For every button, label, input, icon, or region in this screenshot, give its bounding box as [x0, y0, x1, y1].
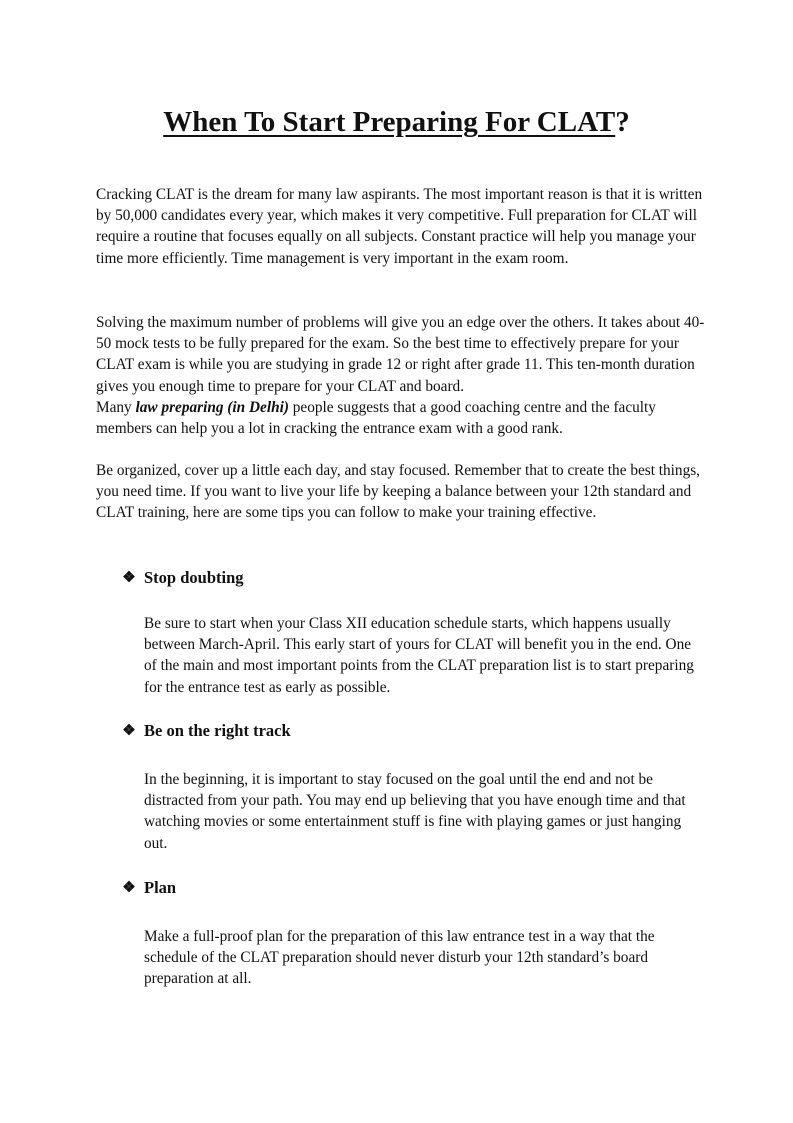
timing-paragraph [96, 312, 706, 439]
diamond-bullet-icon: ❖ [122, 723, 136, 739]
section-heading-right-track [120, 720, 291, 742]
coaching-text-end: people suggests that a good coaching centre and the faculty members can help you a lot in cracking the entrance exam with a good rank. [96, 398, 656, 438]
section-heading-text: Be on the right track [144, 721, 291, 740]
section-heading-stop-doubting [120, 567, 244, 589]
tips-intro-paragraph: Be organized, cover up a little each day, and stay focused. Remember that to create the best things, you need time. If you want to live your life by keeping a balance between your 12th standard and CLAT training, here are some tips you can follow to make your training effective. [96, 462, 701, 522]
section-body-stop-doubting: Be sure to start when your Class XII education schedule starts, which happens usually between March-April. This early start of yours for CLAT will benefit you in the end. One of the main and most important points from the CLAT preparation list is to start preparing for the entrance test as early as possible. [144, 615, 694, 696]
coaching-paragraph [96, 397, 706, 439]
section-heading-plan [120, 877, 176, 899]
coaching-text-start: Many [96, 398, 136, 416]
intro-paragraph: Cracking CLAT is the dream for many law aspirants. The most important reason is that it is written by 50,000 candidates every year, which makes it very competitive. Full preparation for CLAT will require a routine that focuses equally on all subjects. Constant practice will help you manage your time more efficiently. Time management is very important in the exam room. [96, 186, 703, 267]
page-title-question-mark: ? [615, 106, 630, 138]
page-title [0, 103, 793, 141]
section-heading-text: Stop doubting [144, 568, 244, 587]
diamond-bullet-icon: ❖ [122, 570, 136, 586]
section-body-right-track: In the beginning, it is important to stay focused on the goal until the end and not be distracted from your path. You may end up believing that you have enough time and that watching movies or some entertainment stuff is fine with playing games or just hanging out. [144, 771, 686, 852]
timing-paragraph-text: Solving the maximum number of problems will give you an edge over the others. It takes about 40-50 mock tests to be fully prepared for the exam. So the best time to effectively prepare for your CLAT exam is while you are studying in grade 12 or right after grade 11. This ten-month duration gives you enough time to prepare for your CLAT and board. [96, 314, 705, 395]
section-heading-text: Plan [144, 878, 177, 897]
law-preparing-link[interactable]: law preparing (in Delhi) [135, 398, 289, 416]
diamond-bullet-icon: ❖ [122, 880, 136, 896]
page-title-text: When To Start Preparing For CLAT [163, 106, 616, 138]
section-body-plan: Make a full-proof plan for the preparation of this law entrance test in a way that the schedule of the CLAT preparation should never disturb your 12th standard’s board preparation at all. [144, 928, 655, 988]
